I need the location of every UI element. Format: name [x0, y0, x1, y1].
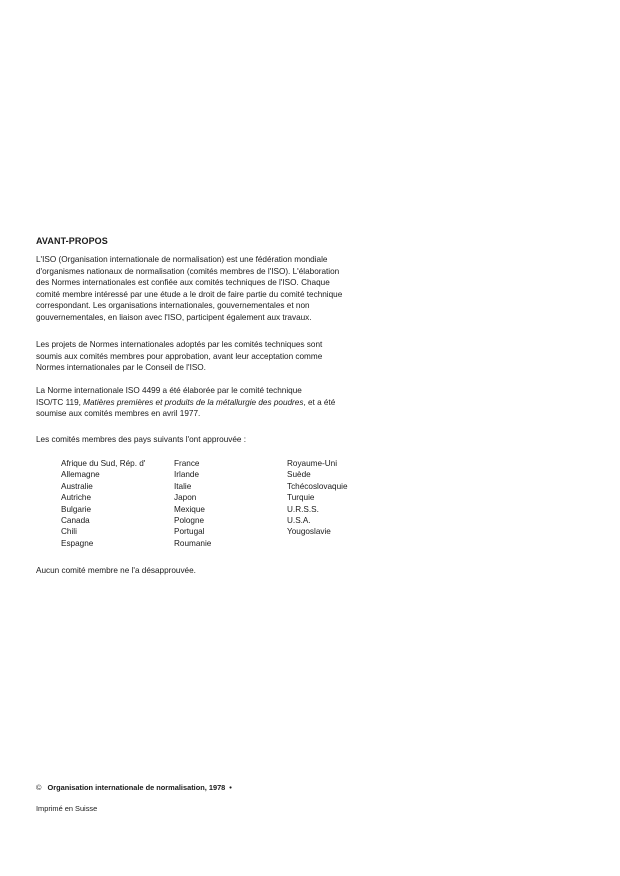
paragraph-line: La Norme internationale ISO 4499 a été élaborée par le comité technique: [36, 386, 302, 395]
country-item: Allemagne: [61, 470, 100, 480]
paragraph-line: Les comités membres des pays suivants l'ont approuvée :: [36, 435, 246, 444]
paragraph-line: Normes internationales par le Conseil de l'ISO.: [36, 363, 206, 372]
paragraph-text: , et a été: [303, 397, 336, 407]
paragraph-line: [36, 397, 386, 409]
paragraph-line: soumis aux comités membres pour approbation, avant leur acceptation comme: [36, 351, 323, 361]
printed-in-note: Imprimé en Suisse: [36, 804, 98, 813]
paragraph-line: Aucun comité membre ne l'a désapprouvée.: [36, 566, 196, 575]
paragraph-line: comité membre intéressé par une étude a le droit de faire partie du comité technique: [36, 289, 343, 299]
country-item: Japon: [174, 493, 197, 503]
bullet-mark: •: [229, 783, 232, 792]
foreword-paragraph-3: [36, 385, 386, 420]
paragraph-line: d'organismes nationaux de normalisation (comités membres de l'ISO). L'élaboration: [36, 266, 340, 276]
paragraph-line: soumise aux comités membres en avril 1977.: [36, 409, 201, 418]
country-item: Canada: [61, 516, 90, 526]
paragraph-line: Les projets de Normes internationales adoptés par les comités techniques sont: [36, 340, 323, 349]
country-item: Espagne: [61, 538, 94, 548]
country-item: Portugal: [174, 527, 205, 537]
country-item: Bulgarie: [61, 504, 92, 514]
country-item: Suède: [287, 470, 311, 480]
country-item: Italie: [174, 481, 192, 491]
foreword-paragraph-2: [36, 339, 386, 374]
country-item: Yougoslavie: [287, 527, 331, 537]
country-item: Pologne: [174, 516, 205, 526]
paragraph-line: correspondant. Les organisations internationales, gouvernementales et non: [36, 301, 310, 310]
country-column-2: [174, 458, 211, 549]
country-item: Autriche: [61, 493, 92, 503]
copyright-text: Organisation internationale de normalisation, 1978: [47, 783, 226, 792]
country-item: Chili: [61, 527, 77, 537]
country-item: Irlande: [174, 470, 200, 480]
country-column-1: [61, 458, 145, 549]
paragraph-line: des Normes internationales est confiée aux comités techniques de l'ISO. Chaque: [36, 278, 330, 287]
paragraph-line: gouvernementales, en liaison avec l'ISO, participent également aux travaux.: [36, 312, 312, 322]
country-item: U.S.A.: [287, 516, 311, 526]
country-item: Tchécoslovaquie: [287, 481, 348, 491]
country-item: France: [174, 459, 200, 468]
country-item: Roumanie: [174, 538, 212, 548]
country-item: Afrique du Sud, Rép. d': [61, 459, 146, 468]
copyright-line: [36, 783, 232, 792]
section-heading: AVANT-PROPOS: [36, 236, 108, 246]
country-item: Royaume-Uni: [287, 459, 338, 468]
country-item: Australie: [61, 481, 93, 491]
country-item: Turquie: [287, 493, 315, 503]
disapproval-statement: [36, 565, 386, 577]
approval-intro: [36, 434, 386, 446]
committee-reference: ISO/TC 119,: [36, 397, 84, 407]
country-column-3: [287, 458, 348, 538]
country-item: Mexique: [174, 504, 205, 514]
committee-title: Matières premières et produits de la métallurgie des poudres: [83, 397, 304, 407]
foreword-paragraph-1: [36, 254, 386, 323]
copyright-symbol: ©: [36, 783, 42, 792]
paragraph-line: L'ISO (Organisation internationale de normalisation) est une fédération mondiale: [36, 255, 328, 264]
country-item: U.R.S.S.: [287, 504, 319, 514]
